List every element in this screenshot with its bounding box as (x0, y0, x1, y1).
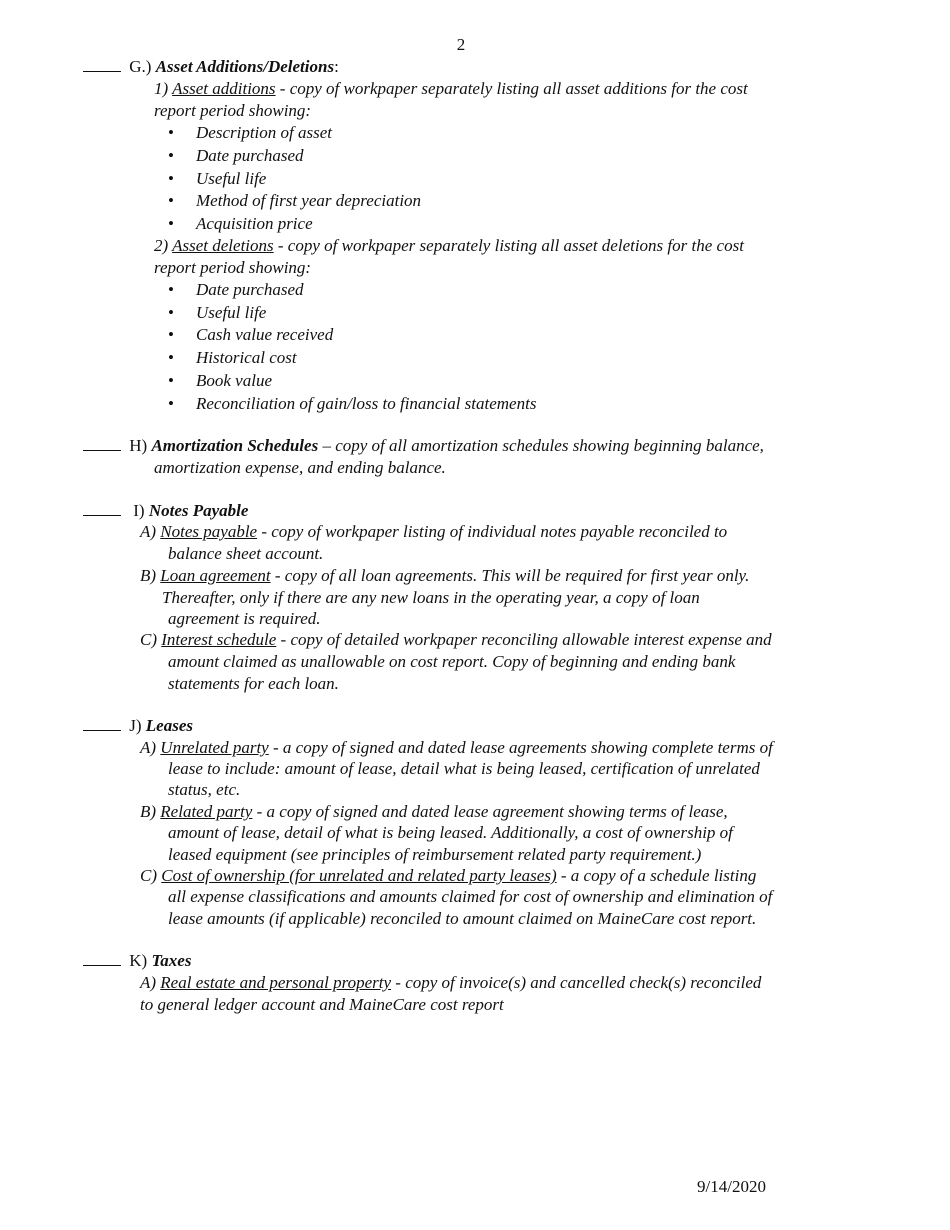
section-g-suffix: : (334, 57, 339, 76)
asset-additions-line-2: report period showing: (154, 101, 312, 120)
asset-additions-number: 1) (154, 79, 169, 98)
section-g-heading (83, 56, 339, 78)
unrelated-party-line-3: status, etc. (168, 780, 241, 799)
notes-payable-text-1: - copy of workpaper listing of individual notes payable reconciled to (257, 522, 728, 541)
interest-schedule-line-1 (140, 629, 772, 651)
section-h-heading (83, 435, 764, 457)
section-j-heading (83, 715, 193, 737)
section-k-heading (83, 950, 191, 972)
bullet-icon: • (168, 371, 174, 390)
loan-agreement-line-1 (140, 565, 749, 587)
list-item: Date purchased (196, 146, 304, 165)
cost-of-ownership-letter: C) (140, 866, 157, 885)
asset-additions-line-1 (154, 78, 748, 100)
bullet-icon: • (168, 214, 174, 233)
interest-schedule-label: Interest schedule (161, 630, 277, 649)
list-item: Useful life (196, 169, 267, 188)
interest-schedule-text-1: - copy of detailed workpaper reconciling allowable interest expense and (276, 630, 772, 649)
interest-schedule-letter: C) (140, 630, 157, 649)
asset-additions-text-a: - copy of workpaper separately listing all asset additions for the cost (275, 79, 748, 98)
bullet-icon: • (168, 123, 174, 142)
section-i-prefix: I) (133, 501, 145, 520)
checkbox-blank-j[interactable] (83, 715, 121, 731)
list-item: Book value (196, 371, 272, 390)
bullet-icon: • (168, 348, 174, 367)
asset-deletions-label: Asset deletions (172, 236, 274, 255)
interest-schedule-line-2: amount claimed as unallowable on cost report. Copy of beginning and ending bank (168, 652, 736, 671)
interest-schedule-line-3: statements for each loan. (168, 674, 339, 693)
bullet-icon: • (168, 325, 174, 344)
unrelated-party-line-2: lease to include: amount of lease, detail what is being leased, certification of unrelated (168, 759, 760, 778)
bullet-icon: • (168, 280, 174, 299)
related-party-label: Related party (160, 802, 253, 821)
related-party-line-3: leased equipment (see principles of reimbursement related party requirement.) (168, 845, 702, 864)
checkbox-blank-i[interactable] (83, 500, 121, 516)
notes-payable-label: Notes payable (160, 522, 258, 541)
bullet-icon: • (168, 394, 174, 413)
section-g-prefix: G.) (129, 57, 152, 76)
checkbox-blank-g[interactable] (83, 56, 121, 72)
real-estate-line-1 (140, 972, 761, 994)
section-i-title: Notes Payable (148, 501, 249, 520)
section-j-prefix: J) (129, 716, 142, 735)
real-estate-text-1: - copy of invoice(s) and cancelled check(s) reconciled (391, 973, 762, 992)
asset-deletions-number: 2) (154, 236, 169, 255)
cost-of-ownership-label: Cost of ownership (for unrelated and related party leases) (161, 866, 557, 885)
loan-agreement-line-3: agreement is required. (168, 609, 321, 628)
list-item: Acquisition price (196, 214, 313, 233)
list-item: Description of asset (196, 123, 332, 142)
cost-of-ownership-text-1: - a copy of a schedule listing (556, 866, 757, 885)
bullet-icon: • (168, 169, 174, 188)
section-k-prefix: K) (129, 951, 148, 970)
related-party-letter: B) (140, 802, 157, 821)
list-item: Useful life (196, 303, 267, 322)
page-number: 2 (456, 35, 466, 54)
notes-payable-letter: A) (140, 522, 157, 541)
footer-date: 9/14/2020 (697, 1177, 766, 1196)
list-item: Cash value received (196, 325, 334, 344)
real-estate-label: Real estate and personal property (160, 973, 392, 992)
cost-of-ownership-line-3: lease amounts (if applicable) reconciled to amount claimed on MaineCare cost report. (168, 909, 757, 928)
section-h-prefix: H) (129, 436, 148, 455)
section-i-heading (83, 500, 248, 522)
notes-payable-line-2: balance sheet account. (168, 544, 324, 563)
asset-additions-label: Asset additions (172, 79, 276, 98)
cost-of-ownership-line-2: all expense classifications and amounts claimed for cost of ownership and elimination of (168, 887, 773, 906)
section-h-text-a: – copy of all amortization schedules showing beginning balance, (318, 436, 764, 455)
section-h-title: Amortization Schedules (151, 436, 319, 455)
loan-agreement-line-2: Thereafter, only if there are any new loans in the operating year, a copy of loan (162, 588, 700, 607)
section-g-title: Asset Additions/Deletions (155, 57, 335, 76)
bullet-icon: • (168, 191, 174, 210)
section-j-title: Leases (145, 716, 193, 735)
bullet-icon: • (168, 303, 174, 322)
related-party-text-1: - a copy of signed and dated lease agreement showing terms of lease, (252, 802, 728, 821)
checkbox-blank-h[interactable] (83, 435, 121, 451)
checkbox-blank-k[interactable] (83, 950, 121, 966)
unrelated-party-letter: A) (140, 738, 157, 757)
related-party-line-1 (140, 801, 728, 823)
asset-deletions-line-1 (154, 235, 744, 257)
loan-agreement-label: Loan agreement (160, 566, 271, 585)
unrelated-party-text-1: - a copy of signed and dated lease agreements showing complete terms of (268, 738, 773, 757)
unrelated-party-label: Unrelated party (160, 738, 269, 757)
list-item: Date purchased (196, 280, 304, 299)
bullet-icon: • (168, 146, 174, 165)
notes-payable-line-1 (140, 521, 727, 543)
list-item: Historical cost (196, 348, 297, 367)
loan-agreement-letter: B) (140, 566, 157, 585)
section-k-title: Taxes (151, 951, 192, 970)
related-party-line-2: amount of lease, detail of what is being leased. Additionally, a cost of ownership of (168, 823, 733, 842)
real-estate-letter: A) (140, 973, 157, 992)
loan-agreement-text-1: - copy of all loan agreements. This will be required for first year only. (270, 566, 750, 585)
asset-deletions-text-a: - copy of workpaper separately listing all asset deletions for the cost (273, 236, 744, 255)
section-h-line-2: amortization expense, and ending balance. (154, 458, 446, 477)
real-estate-line-2: to general ledger account and MaineCare cost report (140, 995, 504, 1014)
cost-of-ownership-line-1 (140, 865, 756, 887)
list-item: Reconciliation of gain/loss to financial statements (196, 394, 537, 413)
unrelated-party-line-1 (140, 737, 773, 759)
list-item: Method of first year depreciation (196, 191, 422, 210)
asset-deletions-line-2: report period showing: (154, 258, 312, 277)
